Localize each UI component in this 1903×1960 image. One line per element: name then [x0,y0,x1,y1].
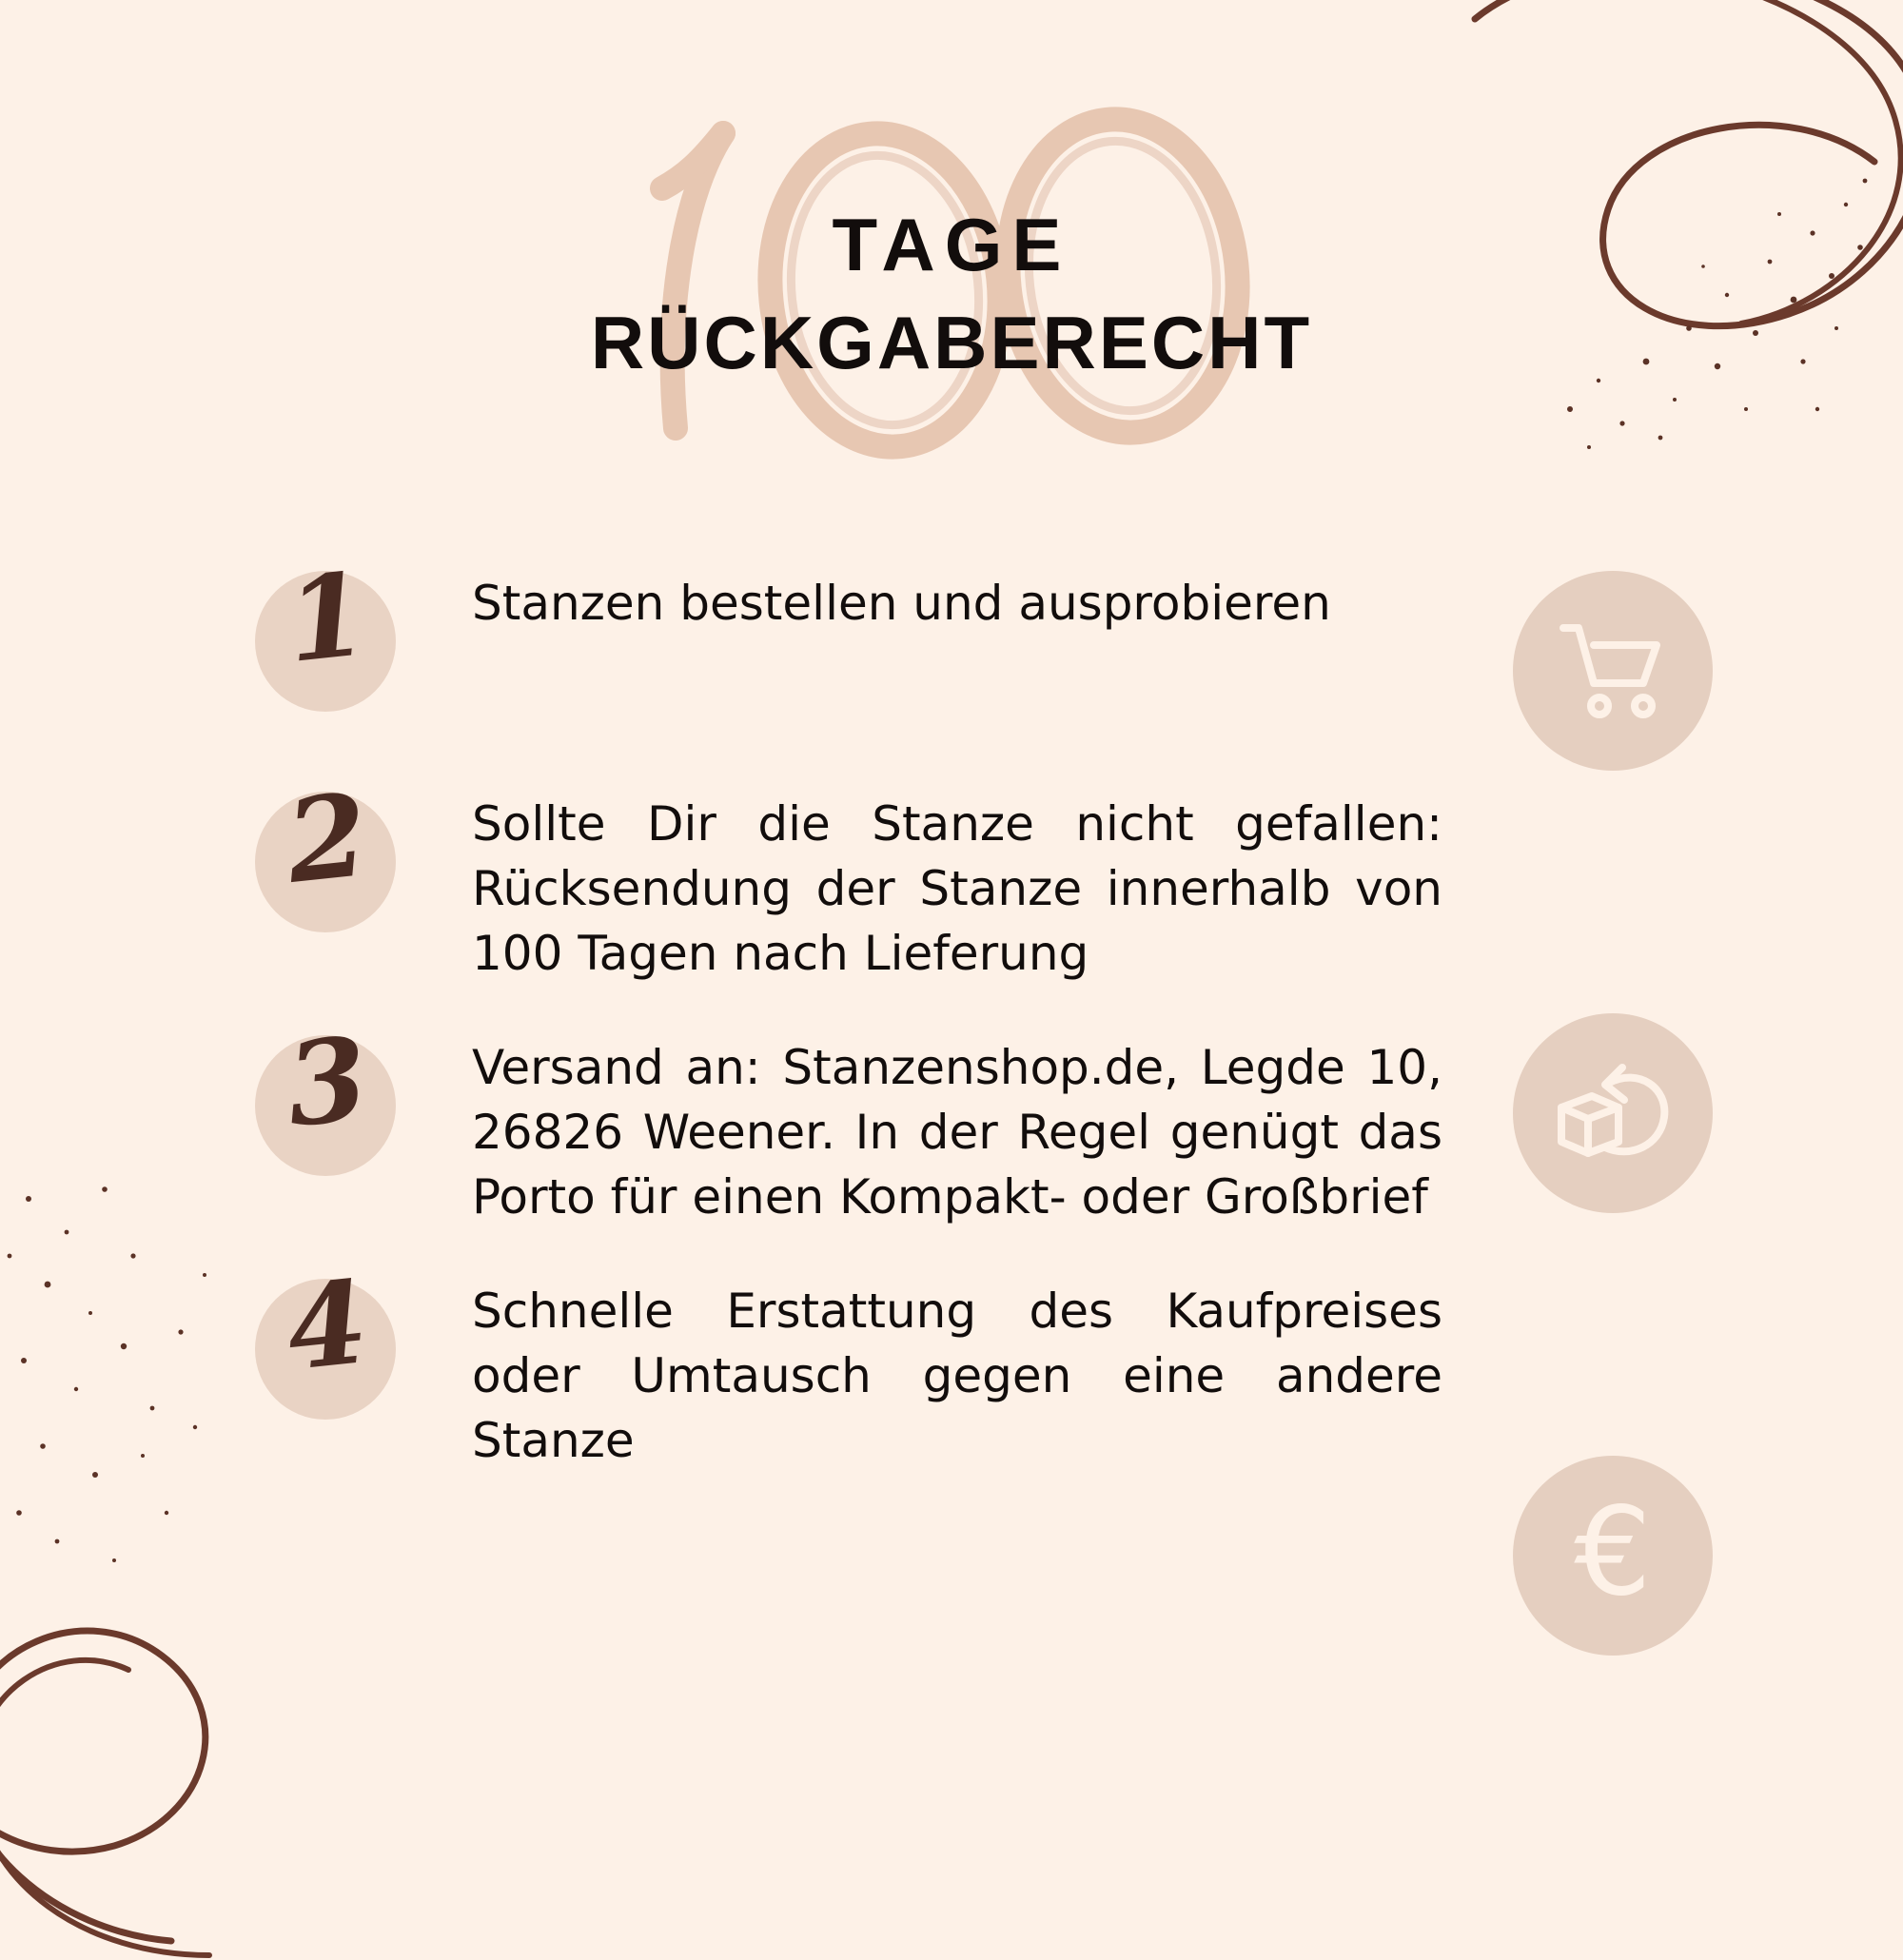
headline-line-2: RÜCKGABERECHT [590,301,1313,385]
step-number-4: 4 [280,1255,374,1397]
step-number-2: 2 [280,768,374,910]
return-parcel-icon [1513,1013,1713,1213]
euro-glyph: € [1574,1481,1652,1623]
step-number-3: 3 [280,1011,374,1153]
step-badge-3 [255,1011,396,1176]
step-text-3: Versand an: Stanzenshop.de, Legde 10, 26826 Weener. In der Regel genügt das Porto für einen Kompakt- oder Großbrief [472,1040,1442,1225]
step-badge-2 [255,768,396,932]
step-badge-1 [255,547,396,712]
step-badge-4 [255,1255,396,1420]
shopping-cart-icon [1513,571,1713,771]
list-item [0,768,1903,986]
step-text-4: Schnelle Erstattung des Kaufpreises oder Umtausch gegen eine andere Stanze [472,1284,1442,1468]
headline-line-1: TAGE [832,203,1071,286]
step-text-1: Stanzen bestellen und ausprobieren [472,576,1331,631]
list-item [0,1255,1903,1473]
step-number-1: 1 [280,547,374,689]
step-text-2: Sollte Dir die Stanze nicht gefallen: Rücksendung der Stanze innerhalb von 100 Tagen nach Lieferung [472,796,1442,981]
headline-block [0,57,1903,495]
euro-icon [1513,1456,1713,1656]
